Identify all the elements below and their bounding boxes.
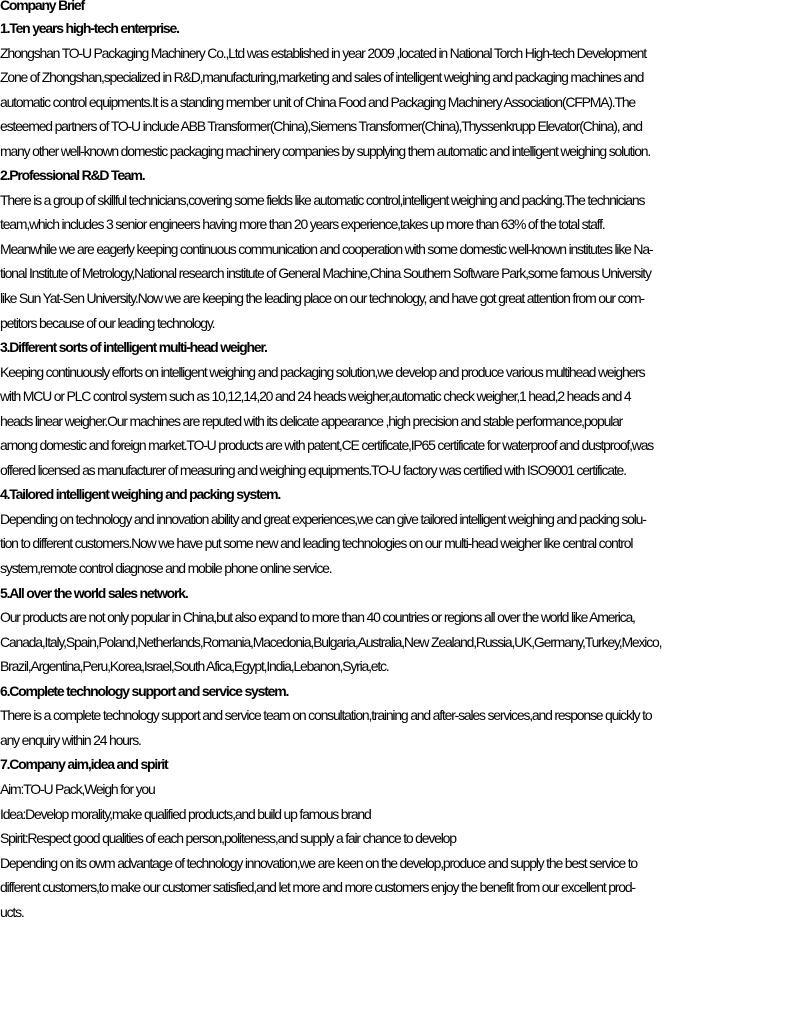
paragraph-line: Zone of Zhongshan,specialized in R&D,manufacturing,marketing and sales of intelligent weighing and packaging machines and [0,69,644,86]
paragraph-line: heads linear weigher.Our machines are reputed with its delicate appearance ,high precision and stable performance,popular [0,412,623,429]
paragraph-line: offered licensed as manufacturer of measuring and weighing equipments.TO-U factory was certified with ISO9001 certificate. [0,461,626,478]
page-title: Company Brief [0,0,84,13]
paragraph-line: There is a group of skillful technicians,covering some fields like automatic control,intelligent weighing and packing.The technicians [0,191,645,208]
paragraph-line: system,remote control diagnose and mobile phone online service. [0,560,332,577]
paragraph-line: Zhongshan TO-U Packaging Machinery Co.,Ltd was established in year 2009 ,located in National Torch High-tech Development [0,44,646,61]
section-heading: 4.Tailored intelligent weighing and packing system. [0,486,281,503]
paragraph-line: automatic control equipments.It is a standing member unit of China Food and Packaging Machinery Association(CFPMA).The [0,93,636,110]
paragraph-line: ucts. [0,903,24,920]
paragraph-line: Brazil,Argentina,Peru,Korea,Israel,South Afica,Egypt,India,Lebanon,Syria,etc. [0,658,389,675]
paragraph-line: many other well-known domestic packaging machinery companies by supplying them automatic and intelligent weighing solution. [0,142,651,159]
document-text [0,16,810,924]
paragraph-line: different customers,to make our customer satisfied,and let more and more customers enjoy the benefit from our excellent prod- [0,879,635,896]
paragraph-line: tional Institute of Metrology,National research institute of General Machine,China Southern Software Park,some famous University [0,265,651,282]
paragraph-line: tion to different customers.Now we have put some new and leading technologies on our multi-head weigher like central control [0,535,633,552]
paragraph-line: any enquiry within 24 hours. [0,731,141,748]
paragraph-line: Keeping continuously efforts on intelligent weighing and packaging solution,we develop and produce various multihead weighers [0,363,645,380]
paragraph-line: like Sun Yat-Sen University.Now we are keeping the leading place on our technology, and have got great attention from our com- [0,290,644,307]
paragraph-line: petitors because of our leading technology. [0,314,215,331]
paragraph-line: Aim:TO-U Pack,Weigh for you [0,780,155,797]
section-heading: 2.Professional R&D Team. [0,167,145,184]
section-heading: 7.Company aim,idea and spirit [0,756,168,773]
section-heading: 6.Complete technology support and service system. [0,682,289,699]
paragraph-line: There is a complete technology support and service team on consultation,training and after-sales services,and response quickly to [0,707,652,724]
section-heading: 3.Different sorts of intelligent multi-head weigher. [0,339,267,356]
section-heading: 5.All over the world sales network. [0,584,188,601]
paragraph-line: Depending on technology and innovation ability and great experiences,we can give tailored intelligent weighing and packing solu- [0,510,646,527]
paragraph-line: Idea:Develop morality,make qualified products,and build up famous brand [0,805,371,822]
paragraph-line: esteemed partners of TO-U include ABB Transformer(China),Siemens Transformer(China),Thyssenkrupp Elevator(China), and [0,118,642,135]
paragraph-line: Meanwhile we are eagerly keeping continuous communication and cooperation with some domestic well-known institutes like Na- [0,240,653,257]
paragraph-line: Spirit:Respect good qualities of each person,politeness,and supply a fair chance to develop [0,830,456,847]
paragraph-line: Canada,Italy,Spain,Poland,Netherlands,Romania,Macedonia,Bulgaria,Australia,New Zealand,Russia,UK,Germany,Turkey,Mexico, [0,633,662,650]
paragraph-line: Our products are not only popular in China,but also expand to more than 40 countries or regions all over the world like America, [0,609,635,626]
section-heading: 1.Ten years high-tech enterprise. [0,20,179,36]
paragraph-line: team,which includes 3 senior engineers having more than 20 years experience,takes up more than 63% of the total staff. [0,216,605,233]
paragraph-line: among domestic and foreign market.TO-U products are with patent,CE certificate,IP65 certificate for waterproof and dustproof,was [0,437,654,454]
paragraph-line: with MCU or PLC control system such as 10,12,14,20 and 24 heads weigher,automatic check weigher,1 head,2 heads and 4 [0,388,631,405]
paragraph-line: Depending on its owm advantage of technology innovation,we are keen on the develop,produce and supply the best service to [0,854,637,871]
